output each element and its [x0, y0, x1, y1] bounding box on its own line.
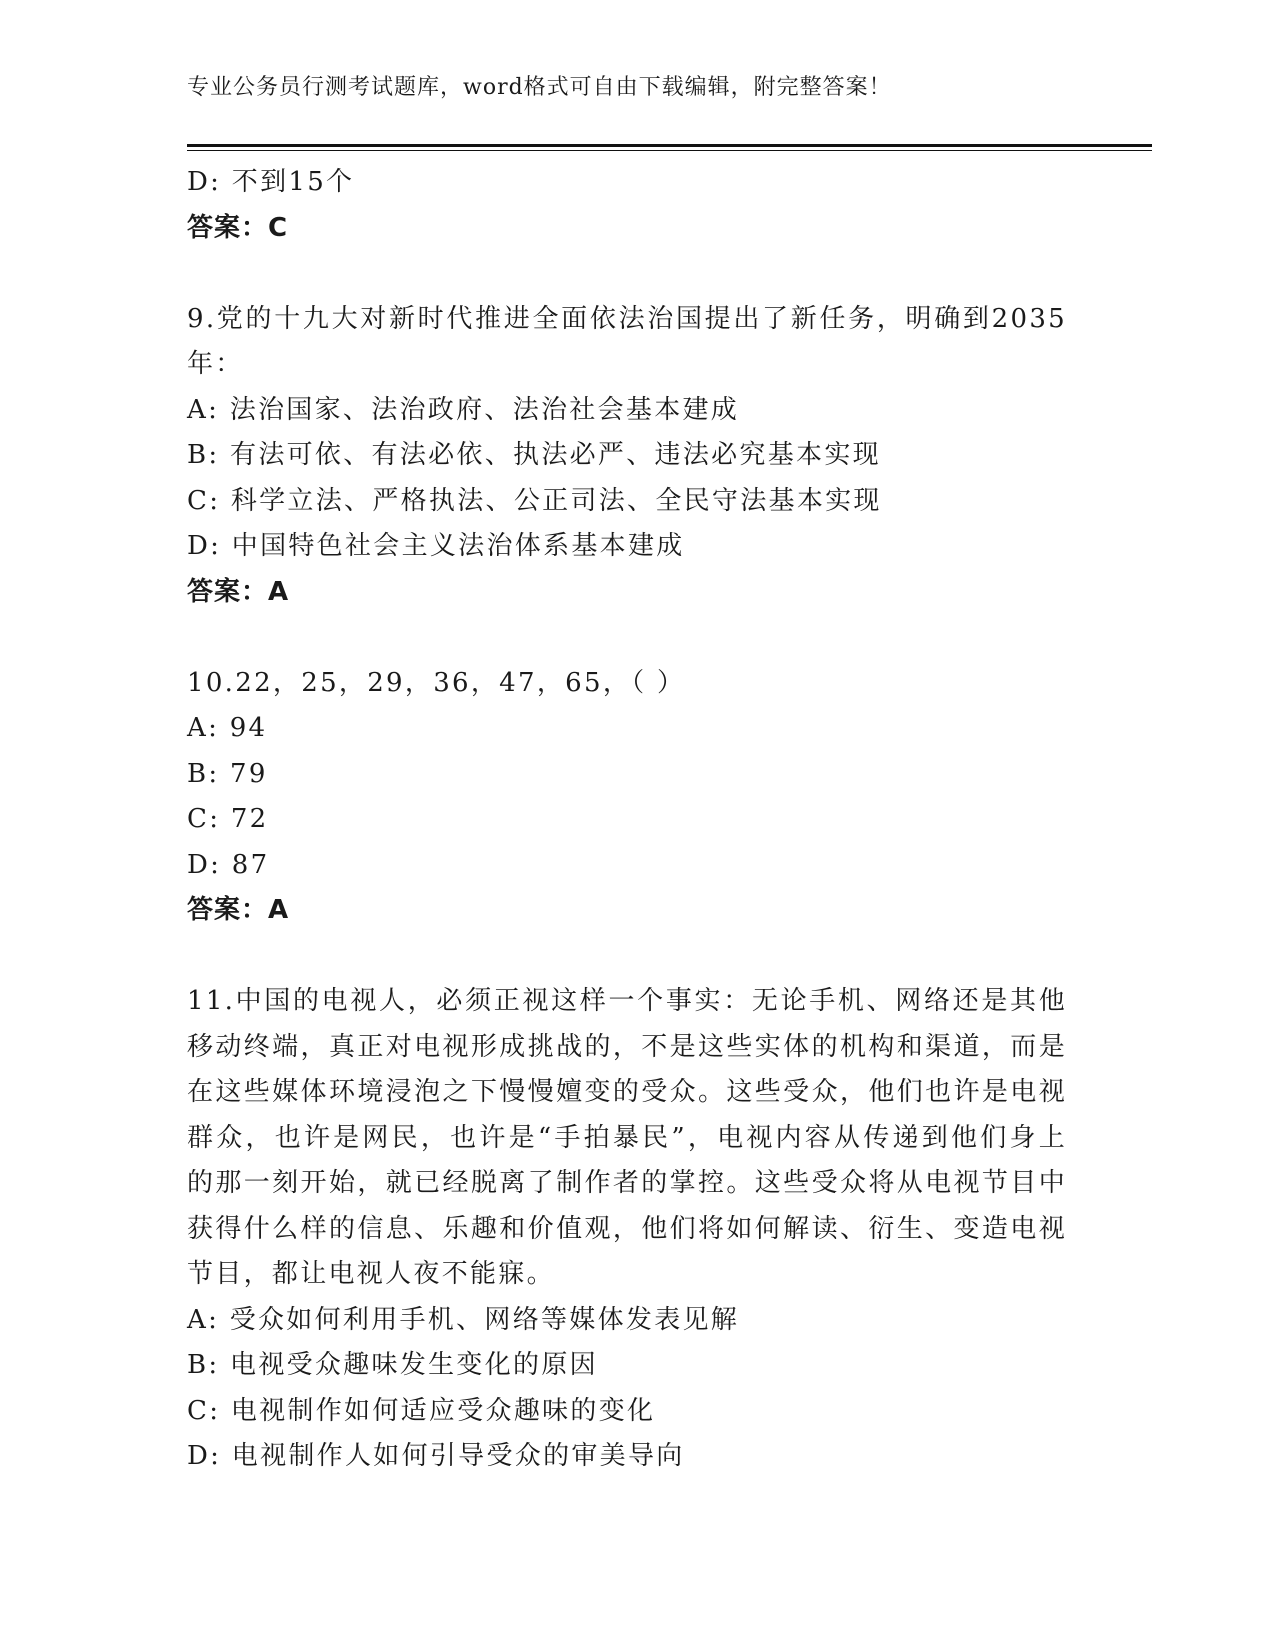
q9-option-a: A: 法治国家、法治政府、法治社会基本建成 [187, 394, 740, 425]
prev-option-d: D: 不到15个 [187, 167, 355, 197]
q11-stem: 11.中国的电视人，必须正视这样一个事实：无论手机、网络还是其他移动终端，真正对电视形成挑战的，不是这些实体的机构和渠道，而是在这些媒体环境浸泡之下慢慢嬗变的受众。这些受众，他们也许是电视群众，也许是网民，也许是“手拍暴民”，电视内容从传递到他们身上的那一刻开始，就已经脱离了制作者的掌控。这些受众将从电视节目中获得什么样的信息、乐趣和价值观，他们将如何解读、衍生、变造电视节目，都让电视人夜不能寐。 [187, 986, 1067, 1289]
q9-option-b: B: 有法可依、有法必依、执法必严、违法必究基本实现 [187, 440, 881, 470]
q10-answer: 答案：A [187, 895, 290, 925]
q9-option-c: C: 科学立法、严格执法、公正司法、全民守法基本实现 [187, 485, 882, 516]
prev-answer: 答案：C [187, 212, 289, 243]
q10-stem: 10.22，25，29，36，47，65，（ ） [187, 667, 686, 698]
q11-option-a: A: 受众如何利用手机、网络等媒体发表见解 [187, 1304, 740, 1335]
q9-stem: 9.党的十九大对新时代推进全面依法治国提出了新任务，明确到2035年： [187, 303, 1067, 379]
document-header: 专业公务员行测考试题库，word格式可自由下载编辑，附完整答案！ [187, 75, 892, 100]
q11-option-d: D: 电视制作人如何引导受众的审美导向 [187, 1441, 685, 1471]
spacer [187, 934, 1087, 980]
header-rule-thick [187, 144, 1152, 147]
q10-option-c: C: 72 [187, 804, 269, 834]
q9-option-d: D: 中国特色社会主义法治体系基本建成 [187, 531, 685, 561]
q10-option-b: B: 79 [187, 758, 268, 789]
q10-option-a: A: 94 [187, 713, 268, 743]
spacer [187, 615, 1087, 661]
question-content [187, 160, 1087, 1480]
q9-answer: 答案：A [187, 576, 290, 607]
q11-option-c: C: 电视制作如何适应受众趣味的变化 [187, 1395, 656, 1426]
spacer [187, 251, 1087, 297]
q11-option-b: B: 电视受众趣味发生变化的原因 [187, 1350, 598, 1380]
q10-option-d: D: 87 [187, 849, 270, 880]
header-rule-thin [187, 150, 1152, 151]
